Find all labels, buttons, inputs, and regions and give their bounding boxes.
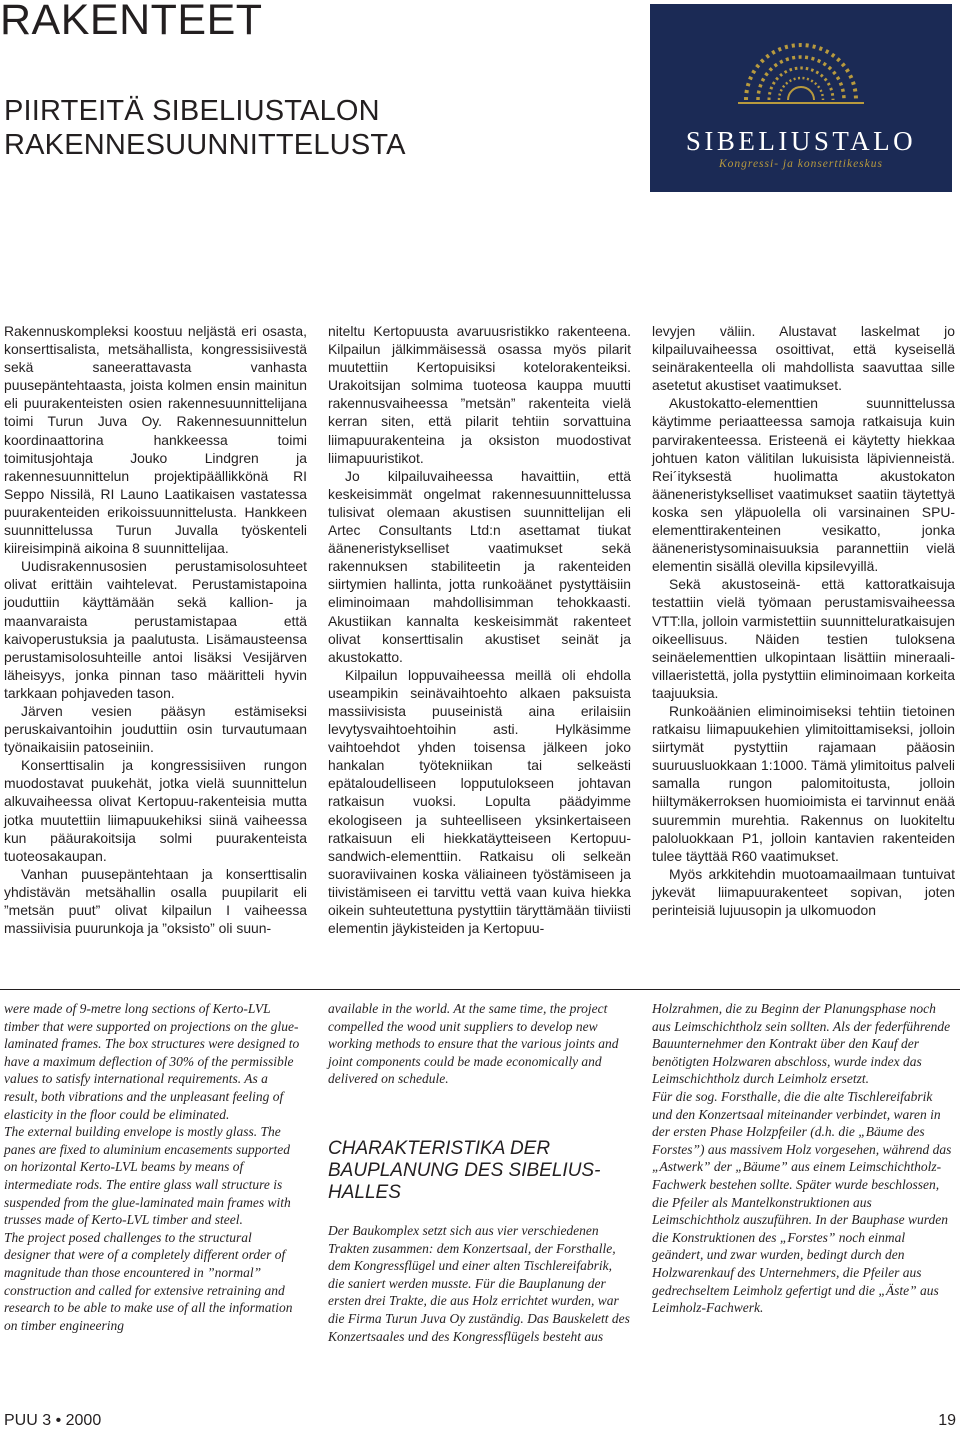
paragraph: Jo kilpailuvaiheessa havaittiin, että keskeisimmät ongelmat rakennesuunnittelussa tulisivat olemaan akustisen suunnittelijan eli Artec Consultants Ltd:n asettamat tiukat ääneneristykselliset vaatimukset sekä rakennuksen stabiliteetin ja rakenteiden siirtymien hallinta, jotta runkoäänet pystyttäisiin eliminoimaan mahdollisimman tehokkaasti. Akustiikan kannalta keskeisimmät rakenteet olivat konserttisalin akustiset seinät ja akustokatto. xyxy=(328,467,631,665)
german-heading: CHARAKTERISTIKA DER BAUPLANUNG DES SIBELIUS-HALLES xyxy=(328,1137,601,1203)
sibeliustalo-logo xyxy=(650,4,952,192)
english-german-column-2 xyxy=(328,1000,630,1345)
logo-tagline: Kongressi- ja konserttikeskus xyxy=(718,158,883,170)
paragraph: Vanhan puusepäntehtaan ja konserttisalin yhdistävän metsähallin osalla puupilarit eli ”metsän puut” olivat kilpailun I vaiheessa massiivisia puurunkoja ja ”oksisto” oli suun- xyxy=(4,865,307,937)
paragraph: Konserttisalin ja kongressisiiven rungon muodostavat puukehät, jotka vielä suunnittelun alkuvaiheessa olivat Kertopuu-rakenteisia mutta jotka muutettiin liimapuukehiksi siinä vaiheessa kun pääurakoitsija solmi puurakenteista tuoteosakaupan. xyxy=(4,757,307,864)
paragraph: levyjen väliin. Alustavat laskelmat jo kilpailuvaiheessa osoittivat, että kyseisellä seinärakenteella oli mahdollista saavuttaa sille asetetut akustiset vaatimukset. xyxy=(652,323,955,394)
english-column-1 xyxy=(4,1000,300,1334)
finnish-column-2 xyxy=(328,322,631,937)
german-column-3 xyxy=(652,1000,952,1317)
paragraph: Sekä akustoseinä- että kattoratkaisuja testattiin vielä työmaan perustamisvaiheessa VTT:lla, jolloin varmistettiin suunnitteluratkaisujen oikeellisuus. Näiden testien tuloksena seinäelementtien ulkopintaan lisättiin mineraali-villaeristettä, jolla pystyttiin eliminoimaan korkeita taajuuksia. xyxy=(652,576,955,701)
finnish-column-1 xyxy=(4,322,307,937)
paragraph: Rakennuskompleksi koostuu neljästä eri osasta, konserttisalista, metsähallista, kongressisiivestä sekä saneerattavasta vanhasta puusepäntehtaasta, joista kolmen ensin mainitun eli puurakenteisten osien rakennesuunnittelijana toimi Turun Juva Oy. Rakennesuunnittelun koordinaattorina hankkeessa toimi toimitusjohtaja Jouko Lindgren ja rakennesuunnittelun projektipäällikkönä RI Seppo Nissilä, RI Launo Laatikaisen vastatessa puurakenteiden erikoissuunnittelusta. Hankkeen suunnittelussa Turun Juvalla työskenteli kiireisimpinä aikoina 8 suunnittelijaa. xyxy=(4,323,307,557)
paragraph: were made of 9-metre long sections of Kerto-LVL timber that were supported on projections on the glue-laminated frames. The box structures were designed to have a maximum deflection of 30% of the permissible values to satisfy international requirements. As a result, both vibrations and the unpleasant feeling of elasticity in the floor could be eliminated. xyxy=(4,1001,300,1122)
paragraph: The external building envelope is mostly glass. The panes are fixed to aluminium encasements supported on horizontal Kerto-LVL beams by means of intermediate rods. The entire glass wall structure is suspended from the glue-laminated main frames with trusses made of Kerto-LVL timber and steel. xyxy=(4,1124,291,1228)
paragraph: Runkoäänien eliminoimiseksi tehtiin tietoinen ratkaisu liimapuukehien ylimitoittamiseksi, jolloin siirtymät pystyttiin rajamaan pääosin suuruusluokkaan 1:1000. Tämä ylimitoitus palveli samalla rungon palomitoitusta, jolloin hiiltymäkerroksen huomioimista ei tarvinnut enää suuremmin murehtia. Rakennus on luokiteltu paloluokkaan P1, jolloin kantavien rakenteiden tulee täyttää R60 vaatimukset. xyxy=(652,702,955,864)
paragraph: niteltu Kertopuusta avaruusristikko rakenteena. Kilpailun jälkimmäisessä osassa myös pilarit muutettiin Kertopuisiksi kotelorakenteiksi. Urakoitsijan solmima tuoteosa kauppa muutti rakennusvaiheessa ”metsän” rakenteita vielä kerran siten, että pilarit tehtiin sorvattuina liimapuurakenteina ja oksiston muodostivat liimapuuristikot. xyxy=(328,323,631,466)
section-label: RAKENTEET xyxy=(0,0,263,44)
paragraph: Myös arkkitehdin muotoamaailmaan tuntuivat jykevät liimapuurakenteet sopivan, joten perinteisiä lujuusopin ja ulkomuodon xyxy=(652,865,955,918)
paragraph: available in the world. At the same time, the project compelled the wood unit suppliers to develop new working methods to ensure that the various joints and joint components could be made economically and delivered on schedule. xyxy=(328,1001,619,1087)
paragraph: The project posed challenges to the structural designer that were of a completely different order of magnitude than those encountered in ”normal” construction and called for extensive retraining and research to be able to make use of all the information on timber engineering xyxy=(4,1229,293,1333)
headline-line-1: PIIRTEITÄ SIBELIUSTALON xyxy=(4,95,380,127)
section-divider xyxy=(0,989,960,990)
publication-info: PUU 3 • 2000 xyxy=(4,1412,102,1429)
paragraph: Der Baukomplex setzt sich aus vier verschiedenen Trakten zusammen: dem Konzertsaal, der Forsthalle, dem Kongressflügel und einer alten Tischlereifabrik, die saniert werden musste. Für die Bauplanung der ersten drei Trakte, die aus Holz errichtet wurden, war die Firma Turun Juva Oy zuständig. Das Bauskelett des Konzertsaales und des Kongressflügels besteht aus xyxy=(328,1222,630,1344)
logo-wordmark: SIBELIUSTALO xyxy=(685,126,917,156)
paragraph: Uudisrakennusosien perustamisolosuhteet olivat erittäin vaihtelevat. Perustamistapoina jouduttiin käyttämään sekä kallion- ja maanvaraista perustamistapaa että kaivoperustuksia ja paalutusta. Lisämausteensa perustamisolosuhteille antoi lisäksi Vesijärven läheisyys, jonka pinnan taso määritteli hyvin tarkkaan pohjaveden tason. xyxy=(4,558,307,701)
headline-line-2: RAKENNESUUNNITTELUSTA xyxy=(4,129,406,161)
paragraph: Für die sog. Forsthalle, die die alte Tischlereifabrik und den Konzertsaal miteinander verbindet, waren in der ersten Phase Holzpfeiler (d.h. die „Bäume des Forstes”) aus massivem Holz vorgesehen, während das „Astwerk” der „Bäume” aus einem Leimschichtholz-Fachwerk bestehen sollte. Später wurde beschlossen, die Pfeiler als Mantelkonstruktionen aus Leimschichtholz auszuführen. In der Bauphase wurden die Konstruktionen des „Forstes” noch einmal geändert, und zwar wurden, bedingt durch den Holzwarenkauf des Unternehmers, die Pfeiler aus gedrechseltem Leimholz gefertigt und die „Äste” aus Leimholz-Fachwerk. xyxy=(652,1088,952,1316)
article-headline xyxy=(4,94,406,162)
paragraph: Holzrahmen, die zu Beginn der Planungsphase noch aus Leimschichtholz sein sollten. Als der federführende Bauunternehmer den Kontrakt über den Kauf der benötigten Holzwaren abschloss, wurde index das Leimschichtholz durch Leimholz ersetzt. xyxy=(652,1001,951,1087)
page-number: 19 xyxy=(938,1412,956,1429)
paragraph: Järven vesien pääsyn estämiseksi peruskaivantoihin jouduttiin osin turvautumaan työnaikaisiin patoseiniin. xyxy=(4,702,307,756)
paragraph: Akustokatto-elementtien suunnittelussa käytimme periaatteessa samoja ratkaisuja kuin parvirakenteessa. Eristeenä ei käytetty hiekkaa johtuen katon välitilan lukuisista läpivienneistä. Rei´ityksestä huolimatta akustokaton ääneneristykselliset vaatimukset saatiin täytettyä koska sen yläpuolella oli varsinainen SPU-elementtirakenteinen vesikatto, jonka ääneneristysominaisuuksia parannettiin vielä elementin sisällä olevilla kipsilevyillä. xyxy=(652,395,955,575)
finnish-column-3 xyxy=(652,322,955,919)
paragraph: Kilpailun loppuvaiheessa meillä oli ehdolla useampikin seinävaihtoehto alkaen paksuista massiivisista puuseinistä aina erilaisiin levytysvaihtoehtoihin asti. Hylkäsimme vaihtoehdot yhden toisensa jälkeen joko hankalan työtekniikan tai selkeästi epätaloudelliseen lopputulokseen johtavan ratkaisun vuoksi. Lopulta päädyimme ekologiseen ja suhteelliseen yksinkertaiseen ratkaisuun eli hiekkatäytteiseen Kertopuu-sandwich-elementtiin. Ratkaisu oli selkeän suoraviivainen koska väliaineen työstämiseen ja tiivistämiseen ei tarvittu vettä vaan kuiva hiekka oikein suhteutettuna pystyttiin täryttämään tiiviisti elementin jäykisteiden ja Kertopuu- xyxy=(328,666,631,937)
